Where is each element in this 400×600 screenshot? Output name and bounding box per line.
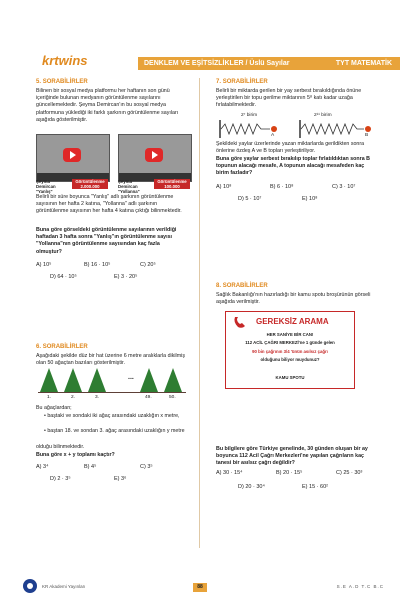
- q8-option-e[interactable]: E) 15 · 60²: [302, 484, 328, 490]
- ad-line-2: 112 ACİL ÇAĞRI MERKEZİ'ne 1 günde gelen: [245, 340, 335, 345]
- tree-icon: [88, 368, 106, 392]
- q8-number: 8.: [216, 283, 222, 289]
- tree-label-49: 49.: [145, 395, 152, 400]
- play-icon: [145, 148, 163, 162]
- q5-label: SORABİLİRLER: [42, 79, 88, 85]
- phone-icon: [232, 315, 252, 329]
- ad-line-1: HER SANİYE BİR CAN!: [266, 332, 314, 337]
- q5-option-c[interactable]: C) 20⁵: [140, 262, 156, 268]
- q5-body: Belirli bir süre boyunca "Yanlış" adlı şarkının görüntülenme sayısının her hafta 2 katına, "Yollanna" adlı şarkının görüntülenme sayısının her hafta 4 katına çıktığı bilinmektedir.: [36, 194, 182, 215]
- ground-line: [38, 392, 186, 393]
- footer-codes: S.E A.D T.C B.C: [336, 584, 384, 589]
- video1-badge: Görüntülenme 2.000.000: [72, 179, 108, 189]
- q8-option-d[interactable]: D) 20 · 30⁴: [238, 484, 265, 490]
- q5-number: 5.: [36, 79, 42, 85]
- spring-diagram: [218, 118, 378, 140]
- q7-question: Buna göre yaylar serbest bırakılıp toplar fırlatıldıktan sonra B topunun alacağı mesafe, A topunun alacağı mesafeden kaç birim fazladır?: [216, 156, 370, 177]
- q6-bullet-1-text: baştaki ve sondaki iki ağaç arasındaki uzaklığın x metre,: [47, 413, 180, 419]
- play-icon: [63, 148, 81, 162]
- video2-name: Şeyma Demircan "Yollanna": [118, 179, 140, 194]
- q6-label: SORABİLİRLER: [42, 344, 88, 350]
- page-header: [0, 0, 400, 74]
- tree-label-3: 3.: [95, 395, 100, 400]
- q6-bullet-2: • baştan 18. ve sondan 3. ağaç arasındaki uzaklığın y metre: [44, 428, 185, 434]
- q5-option-b[interactable]: B) 16 · 10⁵: [84, 262, 111, 268]
- q6-option-c[interactable]: C) 3⁵: [140, 464, 153, 470]
- q5-heading: [36, 79, 88, 85]
- q6-intro: Aşağıdaki şekilde düz bir hat üzerine 6 metre aralıklarla dikilmiş olan 50 ağaçtan bazıları gösterilmiştir.: [36, 353, 185, 367]
- q8-question: Bu bilgilere göre Türkiye genelinde, 30 günden oluşan bir ay boyunca 112 Acil Çağrı Merkezleri'ne yapılan çağrıların kaç tanesi bir asılsız çağrı değildir?: [216, 446, 368, 467]
- ad-line-4: olduğunu biliyor muydunuz?: [260, 357, 320, 362]
- q8-option-b[interactable]: B) 20 · 15⁵: [276, 470, 303, 476]
- q5-option-d[interactable]: D) 64 · 10⁵: [50, 274, 77, 280]
- q6-option-a[interactable]: A) 3⁴: [36, 464, 49, 470]
- publisher-name: KR Akademi Yayınları: [42, 584, 86, 589]
- q7-option-a[interactable]: A) 10⁸: [216, 184, 232, 190]
- q8-intro: Sağlık Bakanlığı'nın hazırladığı bir kamu spotu broşürünün görseli aşağıda verilmiştir.: [216, 292, 371, 306]
- ad-footer: KAMU SPOTU: [275, 375, 305, 380]
- q6-option-e[interactable]: E) 3⁶: [114, 476, 127, 482]
- q7-intro: Belirli bir miktarda gerilen bir yay serbest bırakıldığında önüne yerleştirilen bir topu gerilme miktarının 5⁸ katı kadar uzağa fırlatabilmektedir.: [216, 88, 362, 109]
- q7-heading: [216, 79, 268, 85]
- q7-body: Şekildeki yaylar üzerlerinde yazan miktarlarda gerildikten sonra önlerine özdeş A ve B topları yerleştiriliyor.: [216, 141, 365, 155]
- q5-intro: Bilinen bir sosyal medya platformu her haftanın son günü içeriğinde bulunan medyanın görüntülenme sayılarını güncellemektedir. Şeyma Demircan'ın bu sosyal medya platformuna yüklediği iki farklı şarkının görüntülenme sayıları aşağıda gösterilmiştir.: [36, 88, 179, 123]
- q6-bullet-2-text: baştan 18. ve sondan 3. ağaç arasındaki uzaklığın y metre: [47, 428, 185, 434]
- q5-question: Buna göre görseldeki görüntülenme sayılarının verildiği haftadan 3 hafta sonra "Yanlış"ın görüntülenme sayısı "Yollanna"nın görüntülenme sayısından kaç fazla olmuştur?: [36, 227, 177, 255]
- q5-option-e[interactable]: E) 3 · 20⁵: [114, 274, 138, 280]
- chapter-title: DENKLEM VE EŞİTSİZLİKLER / Üslü Sayılar: [144, 60, 290, 67]
- q7-option-e[interactable]: E) 10⁸: [302, 196, 318, 202]
- q7-number: 7.: [216, 79, 222, 85]
- q8-option-c[interactable]: C) 25 · 30³: [336, 470, 363, 476]
- tree-icon: [40, 368, 58, 392]
- video2-badge: Görüntülenme 100.000: [154, 179, 190, 189]
- tree-icon: [64, 368, 82, 392]
- q7-option-d[interactable]: D) 5 · 10⁷: [238, 196, 262, 202]
- tree-label-1: 1.: [47, 395, 52, 400]
- logo: krtwins: [42, 53, 88, 68]
- header-bar: [138, 57, 400, 70]
- tree-label-50: 50.: [169, 395, 176, 400]
- tree-dots: ...: [128, 374, 134, 381]
- ad-line-3: 90 bin çağrının 3/4 'ünün asılsız çağrı: [252, 349, 328, 354]
- page-number: 88: [193, 583, 207, 592]
- q7-option-b[interactable]: B) 6 · 10⁸: [270, 184, 294, 190]
- ball-b-label: B: [365, 133, 369, 138]
- ad-title: GEREKSİZ ARAMA: [256, 317, 329, 326]
- q6-heading: [36, 344, 88, 350]
- q8-option-a[interactable]: A) 30 · 15⁴: [216, 470, 243, 476]
- video1-name: Şeyma Demircan "Yanlış": [36, 179, 56, 194]
- q6-option-b[interactable]: B) 4⁵: [84, 464, 97, 470]
- q6-bullet-1: • baştaki ve sondaki iki ağaç arasındaki uzaklığın x metre,: [44, 413, 180, 419]
- q6-agac-title: Bu ağaçlardan;: [36, 405, 72, 411]
- q6-question: Buna göre x + y toplamı kaçtır?: [36, 452, 115, 458]
- q7-option-c[interactable]: C) 3 · 10⁷: [332, 184, 356, 190]
- q8-heading: [216, 283, 268, 289]
- q6-number: 6.: [36, 344, 42, 350]
- tree-label-2: 2.: [71, 395, 76, 400]
- public-service-ad: [225, 311, 355, 389]
- tree-icon: [164, 368, 182, 392]
- ball-a-label: A: [271, 133, 275, 138]
- column-divider: [199, 78, 200, 548]
- subject-title: TYT MATEMATİK: [335, 60, 392, 67]
- spring2-label: 2¹¹ birim: [314, 113, 332, 118]
- q6-option-d[interactable]: D) 2 · 3⁵: [50, 476, 71, 482]
- q8-label: SORABİLİRLER: [222, 283, 268, 289]
- video-thumbnail-1: [36, 134, 110, 182]
- tree-icon: [140, 368, 158, 392]
- q6-after: olduğu bilinmektedir.: [36, 444, 85, 450]
- spring1-label: 2⁷ birim: [241, 113, 258, 118]
- video-thumbnail-2: [118, 134, 192, 182]
- publisher-logo-icon: [22, 578, 38, 594]
- q7-label: SORABİLİRLER: [222, 79, 268, 85]
- q5-option-a[interactable]: A) 10⁵: [36, 262, 52, 268]
